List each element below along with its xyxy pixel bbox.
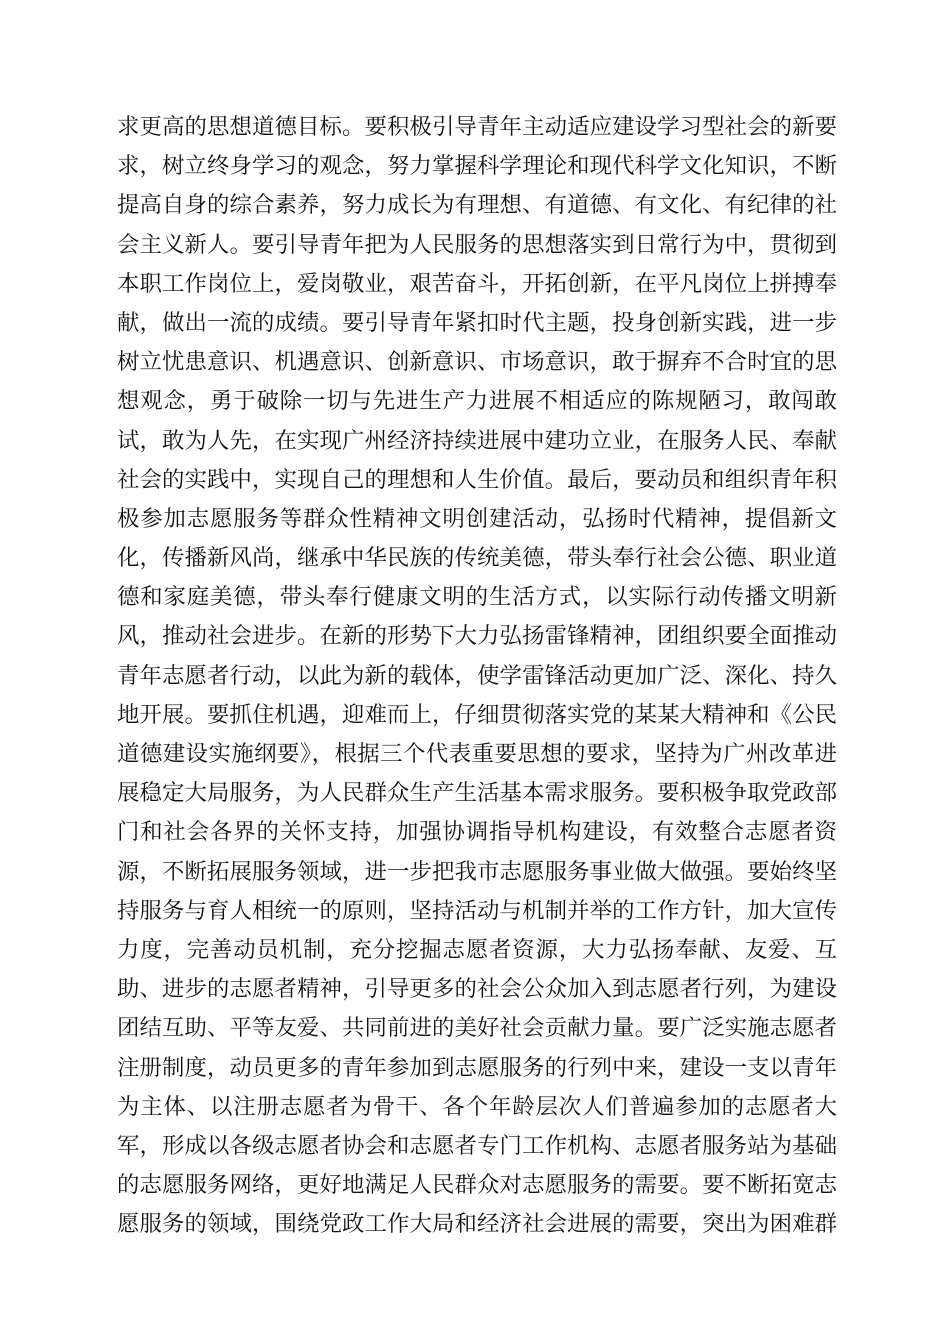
text-line: 本职工作岗位上，爱岗敬业，艰苦奋斗，开拓创新，在平凡岗位上拼搏奉 <box>117 270 837 297</box>
text-line: 道德建设实施纲要》，根据三个代表重要思想的要求，坚持为广州改革进 <box>117 741 837 767</box>
text-line: 献，做出一流的成绩。要引导青年紧扣时代主题，投身创新实践，进一步 <box>117 309 837 336</box>
text-line: 会主义新人。要引导青年把为人民服务的思想落实到日常行为中，贯彻到 <box>117 231 837 258</box>
text-line: 注册制度，动员更多的青年参加到志愿服务的行列中来，建设一支以青年 <box>117 1054 837 1081</box>
text-line: 地开展。要抓住机遇，迎难而上，仔细贯彻落实党的某某大精神和《公民 <box>117 701 837 728</box>
text-line: 德和家庭美德，带头奉行健康文明的生活方式，以实际行动传播文明新 <box>117 584 837 611</box>
text-line: 展稳定大局服务，为人民群众生产生活基本需求服务。要积极争取党政部 <box>117 780 837 807</box>
text-line: 愿服务的领域，围绕党政工作大局和经济社会进展的需要，突出为困难群 <box>117 1211 837 1238</box>
text-line: 的志愿服务网络，更好地满足人民群众对志愿服务的需要。要不断拓宽志 <box>117 1172 837 1199</box>
text-line: 持服务与育人相统一的原则，坚持活动与机制并举的工作方针，加大宣传 <box>117 897 837 924</box>
text-line: 想观念，勇于破除一切与先进生产力进展不相适应的陈规陋习，敢闯敢 <box>117 388 837 415</box>
text-line: 树立忧患意识、机遇意识、创新意识、市场意识，敢于摒弃不合时宜的思 <box>117 349 837 376</box>
text-line: 社会的实践中，实现自己的理想和人生价值。最后，要动员和组织青年积 <box>117 466 837 493</box>
text-line: 风，推动社会进步。在新的形势下大力弘扬雷锋精神，团组织要全面推动 <box>117 623 837 650</box>
text-line: 助、进步的志愿者精神，引导更多的社会公众加入到志愿者行列，为建设 <box>117 976 837 1003</box>
text-line: 团结互助、平等友爱、共同前进的美好社会贡献力量。要广泛实施志愿者 <box>117 1015 837 1042</box>
text-line: 源，不断拓展服务领域，进一步把我市志愿服务事业做大做强。要始终坚 <box>117 858 837 885</box>
text-line: 极参加志愿服务等群众性精神文明创建活动，弘扬时代精神，提倡新文 <box>117 505 837 532</box>
text-line: 力度，完善动员机制，充分挖掘志愿者资源，大力弘扬奉献、友爱、互 <box>117 936 837 963</box>
text-line: 门和社会各界的关怀支持，加强协调指导机构建设，有效整合志愿者资 <box>117 819 837 846</box>
text-line: 军，形成以各级志愿者协会和志愿者专门工作机构、志愿者服务站为基础 <box>117 1132 837 1159</box>
text-line: 提高自身的综合素养，努力成长为有理想、有道德、有文化、有纪律的社 <box>117 192 837 219</box>
text-line: 化，传播新风尚，继承中华民族的传统美德，带头奉行社会公德、职业道 <box>117 545 837 572</box>
text-line: 求，树立终身学习的观念，努力掌握科学理论和现代科学文化知识，不断 <box>117 153 837 180</box>
text-line: 为主体、以注册志愿者为骨干、各个年龄层次人们普遍参加的志愿者大 <box>117 1093 837 1120</box>
text-line: 青年志愿者行动，以此为新的载体，使学雷锋活动更加广泛、深化、持久 <box>117 662 837 689</box>
body-text <box>117 108 837 1244</box>
text-line: 试，敢为人先，在实现广州经济持续进展中建功立业，在服务人民、奉献 <box>117 427 837 454</box>
text-line: 求更高的思想道德目标。要积极引导青年主动适应建设学习型社会的新要 <box>117 114 837 140</box>
